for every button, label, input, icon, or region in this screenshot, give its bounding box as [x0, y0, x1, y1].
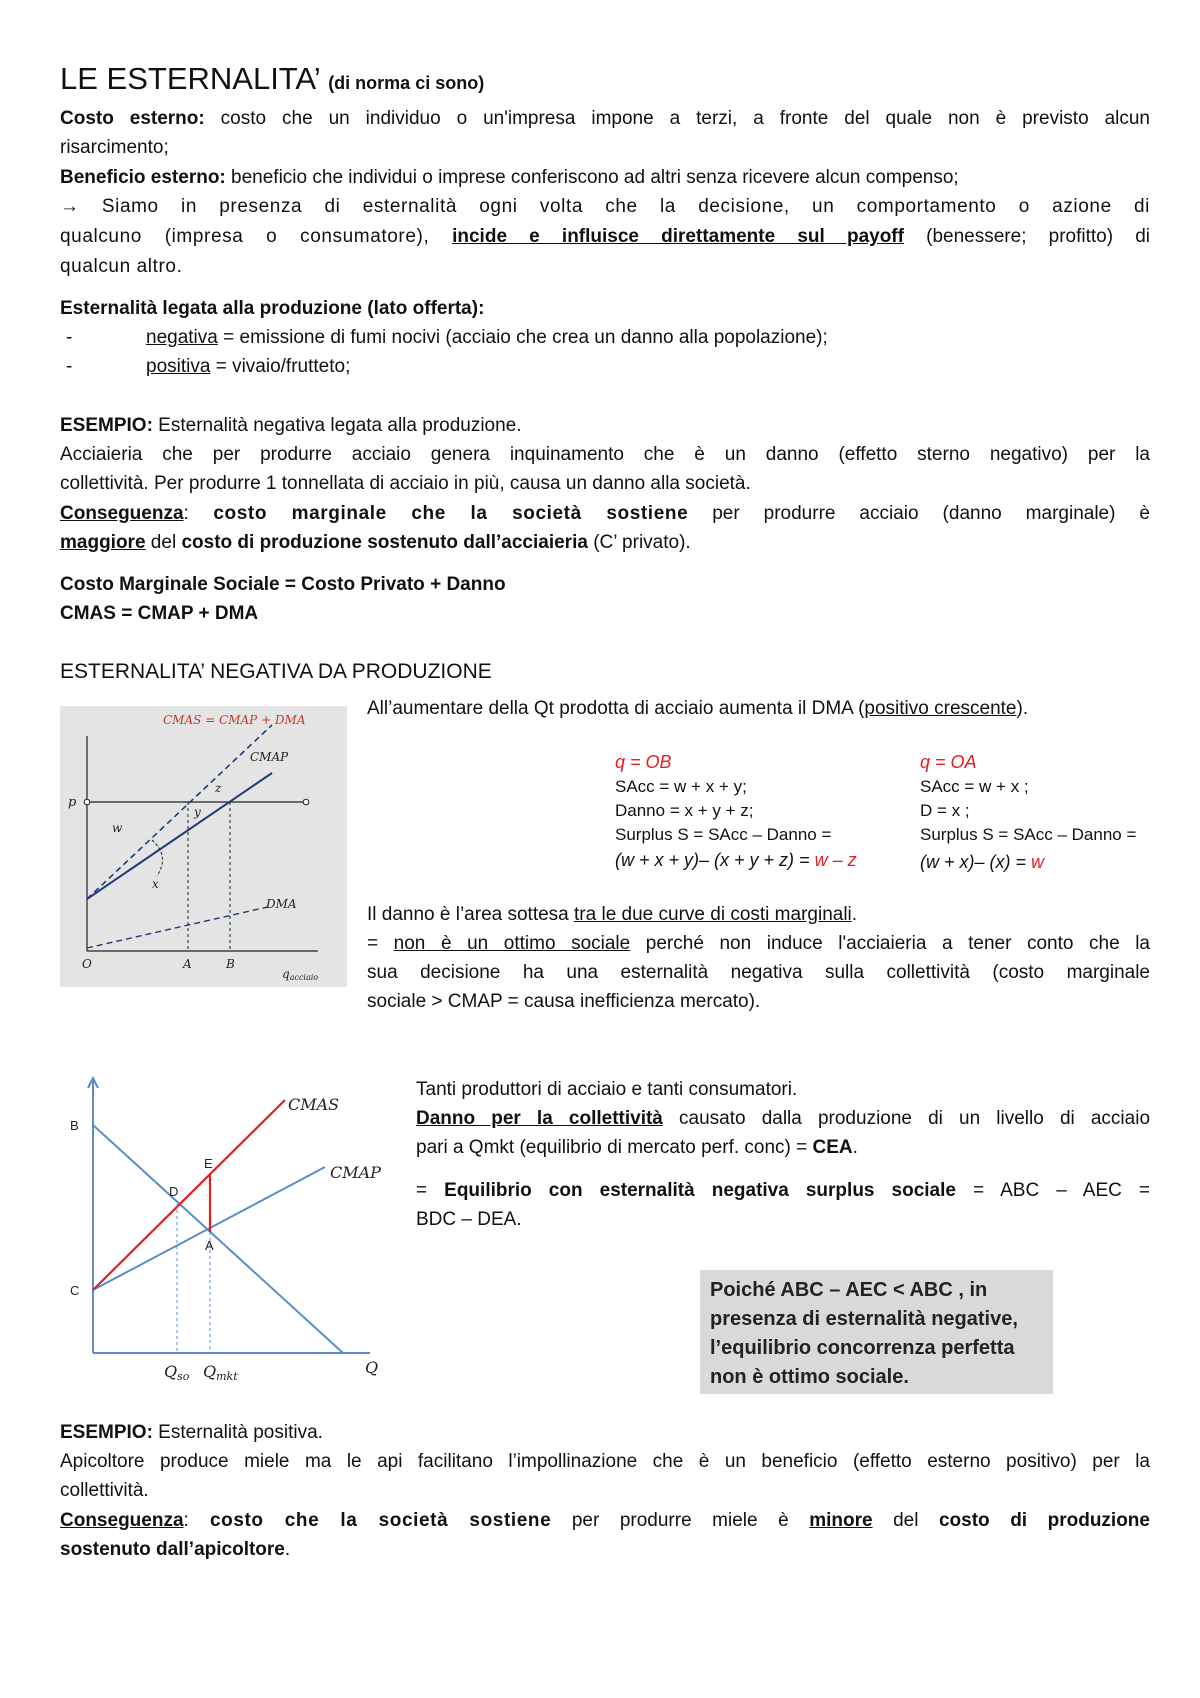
conseguenza-bold1: costo marginale che la società sostiene [188, 503, 689, 524]
esempio1-line2: collettività. Per produrre 1 tonnellata di acciaio in più, causa un danno alla società. [60, 473, 751, 494]
conseguenza-label: Conseguenza [60, 503, 184, 524]
intro-emphasis: positivo crescente [864, 698, 1017, 719]
esempio2-conseguenza [60, 1506, 1150, 1535]
maggiore-emphasis: maggiore [60, 532, 146, 553]
produzione-heading: Esternalità legata alla produzione (lato offerta): [60, 298, 485, 319]
label-b: B [226, 957, 235, 971]
esempio2-title-text: Esternalità positiva. [152, 1422, 323, 1443]
intro-c: ). [1016, 698, 1029, 719]
formula-line2: CMAS = CMAP + DMA [60, 603, 259, 624]
callout-line3: l’equilibrio concorrenza perfetta [710, 1337, 1015, 1359]
label-x: x [152, 877, 159, 891]
produttori-line3c: . [852, 1137, 858, 1158]
esempio1-label: ESEMPIO: [60, 415, 153, 436]
title-main: LE ESTERNALITA’ [60, 61, 320, 96]
arrow-line2a: qualcuno (impresa o consumatore), [60, 226, 453, 247]
danno-collettivita: Danno per la collettività [416, 1108, 663, 1129]
costo-esterno-text2: risarcimento; [60, 137, 169, 158]
conseguenza-colon: : [183, 1510, 189, 1531]
label-a: A [183, 957, 192, 971]
produttori-line4c: = ABC – AEC = [955, 1180, 1151, 1201]
cons-text3: (C’ privato). [587, 532, 691, 553]
math-left-danno: Danno = x + y + z; [615, 801, 754, 820]
conseguenza-bold1: costo che la società sostiene [188, 1510, 552, 1531]
esempio2-line1: Apicoltore produce miele ma le api facilitano l’impollinazione che è un beneficio (effetto esterno positivo) per la [60, 1451, 1150, 1472]
figure-steel-externality [60, 706, 347, 987]
math-right-q: q = OA [920, 752, 977, 772]
conseguenza-text1: per produrre miele è [551, 1510, 810, 1531]
apicoltore-emphasis: sostenuto dall’apicoltore [60, 1539, 285, 1560]
danno-emphasis: tra le due curve di costi marginali [574, 904, 852, 925]
bullet-key: positiva [146, 356, 211, 377]
esempio1-conseguenza-cont [60, 528, 1150, 557]
cmap-curve [87, 773, 272, 899]
callout-box [700, 1270, 1053, 1394]
conseguenza-bold3: costo di produzione [938, 1510, 1150, 1531]
costo-esterno-label: Costo esterno: [60, 108, 205, 129]
produttori-line2b: causato dalla produzione di un livello di acciaio [662, 1108, 1151, 1129]
label-z: z [215, 781, 222, 795]
math-left-surplus: Surplus S = SAcc – Danno = [615, 825, 832, 844]
dma-curve [87, 906, 272, 948]
danno-not-optimal: non è un ottimo sociale [393, 933, 631, 954]
label-dma: DMA [266, 897, 297, 911]
arrow-line2c: (benessere; profitto) di [903, 226, 1151, 247]
conseguenza-label: Conseguenza [60, 1510, 184, 1531]
produttori-line5: BDC – DEA. [416, 1209, 522, 1230]
title-note: (di norma ci sono) [328, 73, 485, 93]
math-left-expr [615, 848, 857, 872]
danno-line2 [367, 929, 1150, 958]
danno-line1c: . [851, 904, 858, 925]
arrow-line3-text: qualcun altro. [60, 256, 183, 277]
label-c: C [70, 1283, 80, 1298]
produttori-line4a: = [416, 1180, 445, 1201]
cons-text2: del [145, 532, 182, 553]
demand-curve [93, 1125, 343, 1353]
esternalita-arrow-line3 [60, 252, 1150, 281]
esempio2-label: ESEMPIO: [60, 1422, 153, 1443]
math-right-surplus: Surplus S = SAcc – Danno = [920, 825, 1137, 844]
label-b: B [70, 1118, 79, 1133]
danno-line1a: Il danno è l’area sottesa [367, 904, 575, 925]
danno-line3: sua decisione ha una esternalità negativa sulla collettività (costo marginale [367, 962, 1150, 983]
costo-esterno-def-cont [60, 133, 1150, 162]
label-cmas: CMAS [288, 1095, 340, 1114]
produttori-line2 [416, 1104, 1150, 1133]
danno-line4: sociale > CMAP = causa inefficienza mercato). [367, 991, 761, 1012]
beneficio-esterno-text: beneficio che individui o imprese conferiscono ad altri senza ricevere alcun compenso; [225, 167, 959, 188]
bullet-dash: - [66, 356, 73, 377]
label-cmap: CMAP [330, 1163, 381, 1182]
label-a: A [205, 1238, 214, 1253]
bullet-key: negativa [146, 327, 218, 348]
conseguenza-text1: per produrre acciaio (danno marginale) è [688, 503, 1150, 524]
intro-a: All’aumentare della Qt prodotta di acciaio aumenta il DMA ( [367, 698, 865, 719]
produttori-line3a: pari a Qmkt (equilibrio di mercato perf. conc) = [416, 1137, 813, 1158]
esempio2-line2: collettività. [60, 1480, 149, 1501]
produttori-line4 [416, 1176, 1150, 1205]
cea-label: CEA [812, 1137, 853, 1158]
section2-heading: ESTERNALITA’ NEGATIVA DA PRODUZIONE [60, 660, 492, 683]
beneficio-esterno-label: Beneficio esterno: [60, 167, 226, 188]
danno-line2a: = [367, 933, 394, 954]
esempio2-last-line [60, 1535, 1150, 1564]
label-qmkt: Qmkt [203, 1362, 238, 1383]
label-p: p [68, 795, 77, 810]
math-right-sacc: SAcc = w + x ; [920, 777, 1029, 796]
math-left-expression: (w + x + y)– (x + y + z) = [615, 850, 815, 870]
math-left-sacc: SAcc = w + x + y; [615, 777, 747, 796]
conseguenza-text2: del [872, 1510, 939, 1531]
esternalita-arrow-line1 [60, 192, 1150, 221]
callout-line4: non è ottimo sociale. [710, 1366, 909, 1388]
price-point-right [303, 799, 309, 805]
esempio2-title [60, 1418, 1150, 1447]
costo-esterno-def [60, 104, 1150, 133]
arrow-line1-text: → Siamo in presenza di esternalità ogni volta che la decisione, un comportamento o azione di [60, 196, 1150, 217]
label-d: D [169, 1184, 179, 1199]
price-point-left [84, 799, 90, 805]
esempio1-title [60, 411, 1150, 440]
callout-line1: Poiché ABC – AEC < ABC , in [710, 1279, 988, 1301]
danno-line1 [367, 900, 857, 929]
math-left-q: q = OB [615, 752, 672, 772]
label-q-acciaio: qacciaio [282, 967, 319, 982]
produttori-line1: Tanti produttori di acciaio e tanti consumatori. [416, 1079, 798, 1100]
esternalita-arrow-line2 [60, 222, 1150, 251]
figure1-svg [60, 706, 347, 987]
label-o: O [82, 957, 92, 971]
math-right-expr [920, 850, 1044, 874]
last-period: . [284, 1539, 291, 1560]
esempio1-title-text: Esternalità negativa legata alla produzione. [152, 415, 522, 436]
minore-emphasis: minore [809, 1510, 873, 1531]
beneficio-esterno-def [60, 163, 1150, 192]
math-right-d: D = x ; [920, 801, 970, 820]
cmas-curve [87, 725, 272, 899]
figure-market-equilibrium [60, 1070, 400, 1390]
label-y: y [194, 805, 201, 819]
bullet-text: = vivaio/frutteto; [210, 356, 351, 377]
cmas-curve [93, 1100, 285, 1290]
math-right-expression: (w + x)– (x) = [920, 852, 1032, 872]
figure2-svg [60, 1070, 400, 1390]
equilibrio-emphasis: Equilibrio con esternalità negativa surplus sociale [444, 1180, 956, 1201]
label-qso: Qso [164, 1362, 190, 1383]
label-cmas: CMAS = CMAP + DMA [163, 713, 306, 727]
cons-bold3: costo di produzione sostenuto dall’acciaieria [181, 532, 588, 553]
bullet-dash: - [66, 327, 73, 348]
danno-line2c: perché non induce l'acciaieria a tener conto che la [630, 933, 1151, 954]
esempio1-conseguenza [60, 499, 1150, 528]
x-pointer [152, 840, 162, 876]
esempio1-line1: Acciaieria che per produrre acciaio genera inquinamento che è un danno (effetto sterno negativo) per la [60, 444, 1150, 465]
bullet-text: = emissione di fumi nocivi (acciaio che crea un danno alla popolazione); [217, 327, 828, 348]
label-q: Q [365, 1358, 379, 1377]
callout-line2: presenza di esternalità negative, [710, 1308, 1018, 1330]
section2-intro [367, 694, 1028, 723]
arrow-line2-emphasis: incide e influisce direttamente sul payoff [452, 226, 904, 247]
page-title [60, 60, 484, 102]
math-left-result: w – z [814, 850, 857, 870]
conseguenza-colon: : [183, 503, 189, 524]
math-right-result: w [1031, 852, 1045, 872]
produttori-line3 [416, 1133, 858, 1162]
formula-line1: Costo Marginale Sociale = Costo Privato + Danno [60, 574, 506, 595]
label-cmap: CMAP [250, 750, 289, 764]
label-e: E [204, 1156, 213, 1171]
costo-esterno-text: costo che un individuo o un'impresa impone a terzi, a fronte del quale non è previsto alcun [204, 108, 1150, 129]
label-w: w [112, 821, 123, 835]
